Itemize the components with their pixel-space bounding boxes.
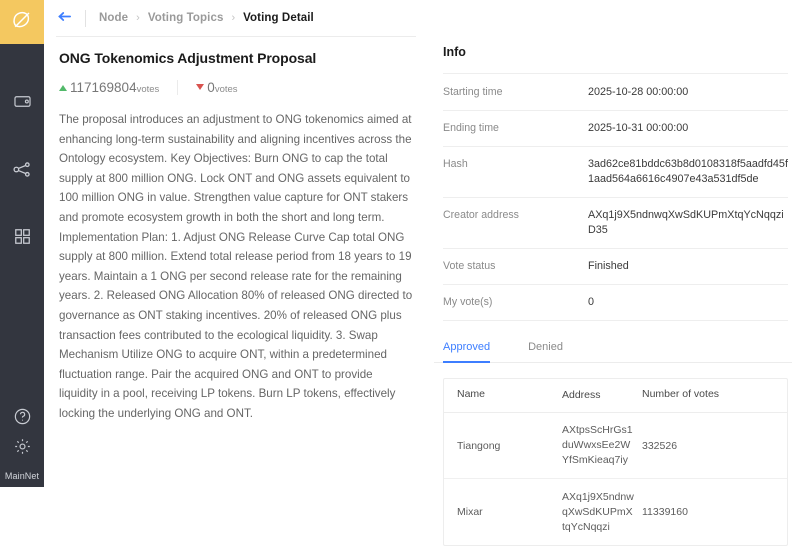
breadcrumb-item-voting-detail: Voting Detail bbox=[243, 12, 314, 24]
gear-icon bbox=[13, 437, 32, 456]
info-label: My vote(s) bbox=[443, 296, 493, 308]
breadcrumb bbox=[56, 0, 416, 37]
info-label: Ending time bbox=[443, 122, 499, 134]
info-pane bbox=[434, 0, 800, 533]
table-header-row bbox=[444, 379, 787, 413]
status-badge: Finished bbox=[588, 260, 629, 272]
deny-vote-number: 0 bbox=[207, 80, 215, 95]
apps-grid-icon bbox=[13, 227, 32, 246]
vote-table bbox=[443, 378, 788, 546]
sidebar-item-wallet[interactable] bbox=[0, 86, 44, 116]
column-header-address: Address bbox=[562, 389, 601, 401]
sidebar-item-settings[interactable] bbox=[0, 431, 44, 461]
network-label: MainNet bbox=[4, 471, 40, 481]
info-label: Vote status bbox=[443, 260, 496, 272]
deny-vote-count bbox=[196, 80, 237, 95]
info-row-my-votes bbox=[443, 285, 788, 321]
info-row-vote-status bbox=[443, 249, 788, 285]
sidebar-item-node[interactable] bbox=[0, 154, 44, 184]
deny-vote-unit: votes bbox=[214, 84, 238, 95]
info-value: 0 bbox=[588, 296, 595, 308]
proposal-pane bbox=[44, 0, 434, 487]
info-label: Creator address bbox=[443, 209, 519, 221]
cell-name: Tiangong bbox=[457, 439, 501, 452]
app-logo[interactable] bbox=[0, 0, 44, 44]
vote-divider bbox=[177, 80, 178, 95]
vote-summary bbox=[56, 80, 416, 95]
info-heading: Info bbox=[443, 45, 466, 59]
table-row[interactable] bbox=[444, 479, 787, 545]
cell-name: Mixar bbox=[457, 506, 483, 518]
page-title: ONG Tokenomics Adjustment Proposal bbox=[59, 50, 317, 66]
info-row-ending-time bbox=[443, 111, 788, 147]
breadcrumb-item-voting-topics[interactable]: Voting Topics bbox=[147, 12, 224, 24]
info-row-starting-time bbox=[443, 73, 788, 111]
node-network-icon bbox=[12, 159, 33, 180]
proposal-description: The proposal introduces an adjustment to ONG tokenomics aimed at enhancing long-term sustainability and aligning incentives across the Ontology ecosystem. Key Objectives: Burn ONG to cap the total supply at 800 million ONG. Lock ONT and ONG assets equivalent to 100 million ONG in value. Strengthen value capture for ONT stakers and promote ecosystem growth in both the short and long term. Implementation Plan: 1. Adjust ONG Release Curve Cap total ONG supply at 800 million. Extend total release period from 18 years to 19 years. Maintain a 1 ONG per second release rate for the remaining years. 2. Released ONG Allocation 80% of released ONG directed to governance as ONT staking incentives. 20% of released ONG plus transaction fees contributed to the ecological liquidity. 3. Swap Mechanism Utilize ONG to acquire ONT, within a predetermined fluctuation range. Pair the acquired ONG and ONT to provide liquidity in a pool, receiving LP tokens. Burn LP tokens, effectively locking the underlying ONG and ONT. bbox=[59, 113, 413, 420]
tab-denied[interactable]: Denied bbox=[528, 341, 563, 353]
ontology-leaf-logo-icon bbox=[11, 9, 33, 36]
sidebar-item-help[interactable] bbox=[0, 401, 44, 431]
info-label: Hash bbox=[443, 158, 468, 170]
vote-tabs bbox=[434, 334, 792, 363]
chevron-right-icon: › bbox=[136, 12, 140, 24]
info-value: 3ad62ce81bddc63b8d0108318f5aadfd45f1aad564a6616c4907e43a531df5de bbox=[588, 158, 788, 185]
info-row-creator-address bbox=[443, 198, 788, 249]
approve-vote-number: 117169804 bbox=[70, 80, 137, 95]
sidebar-item-apps[interactable] bbox=[0, 221, 44, 251]
help-circle-icon bbox=[13, 407, 32, 426]
approve-vote-unit: votes bbox=[136, 84, 160, 95]
info-list bbox=[434, 73, 792, 321]
column-header-name: Name bbox=[457, 388, 486, 400]
sidebar bbox=[0, 0, 44, 487]
info-row-hash bbox=[443, 147, 788, 198]
breadcrumb-item-node[interactable]: Node bbox=[99, 12, 129, 24]
column-header-number-of-votes: Number of votes bbox=[642, 388, 720, 400]
info-value: 2025-10-28 00:00:00 bbox=[588, 86, 689, 98]
info-value: AXq1j9X5ndnwqXwSdKUPmXtqYcNqqziD35 bbox=[588, 209, 784, 236]
cell-address: AXq1j9X5ndnwqXwSdKUPmXtqYcNqqzi bbox=[562, 490, 634, 533]
cell-address: AXtpsScHrGs1duWwxsEe2WYfSmKieaq7iy bbox=[562, 424, 633, 466]
triangle-up-icon bbox=[59, 85, 67, 91]
tab-approved[interactable]: Approved bbox=[443, 335, 490, 363]
triangle-down-icon bbox=[196, 84, 204, 90]
back-button[interactable] bbox=[58, 9, 85, 27]
main-content bbox=[44, 0, 800, 533]
approve-vote-count bbox=[59, 80, 159, 95]
arrow-left-icon bbox=[58, 9, 73, 27]
cell-votes: 11339160 bbox=[642, 506, 688, 518]
table-row[interactable] bbox=[444, 413, 787, 479]
chevron-right-icon: › bbox=[231, 12, 236, 24]
wallet-icon bbox=[13, 92, 32, 111]
info-value: 2025-10-31 00:00:00 bbox=[588, 122, 689, 134]
info-label: Starting time bbox=[443, 86, 503, 98]
breadcrumb-divider bbox=[85, 10, 86, 27]
cell-votes: 332526 bbox=[642, 439, 678, 452]
sidebar-bottom-group bbox=[0, 401, 44, 487]
